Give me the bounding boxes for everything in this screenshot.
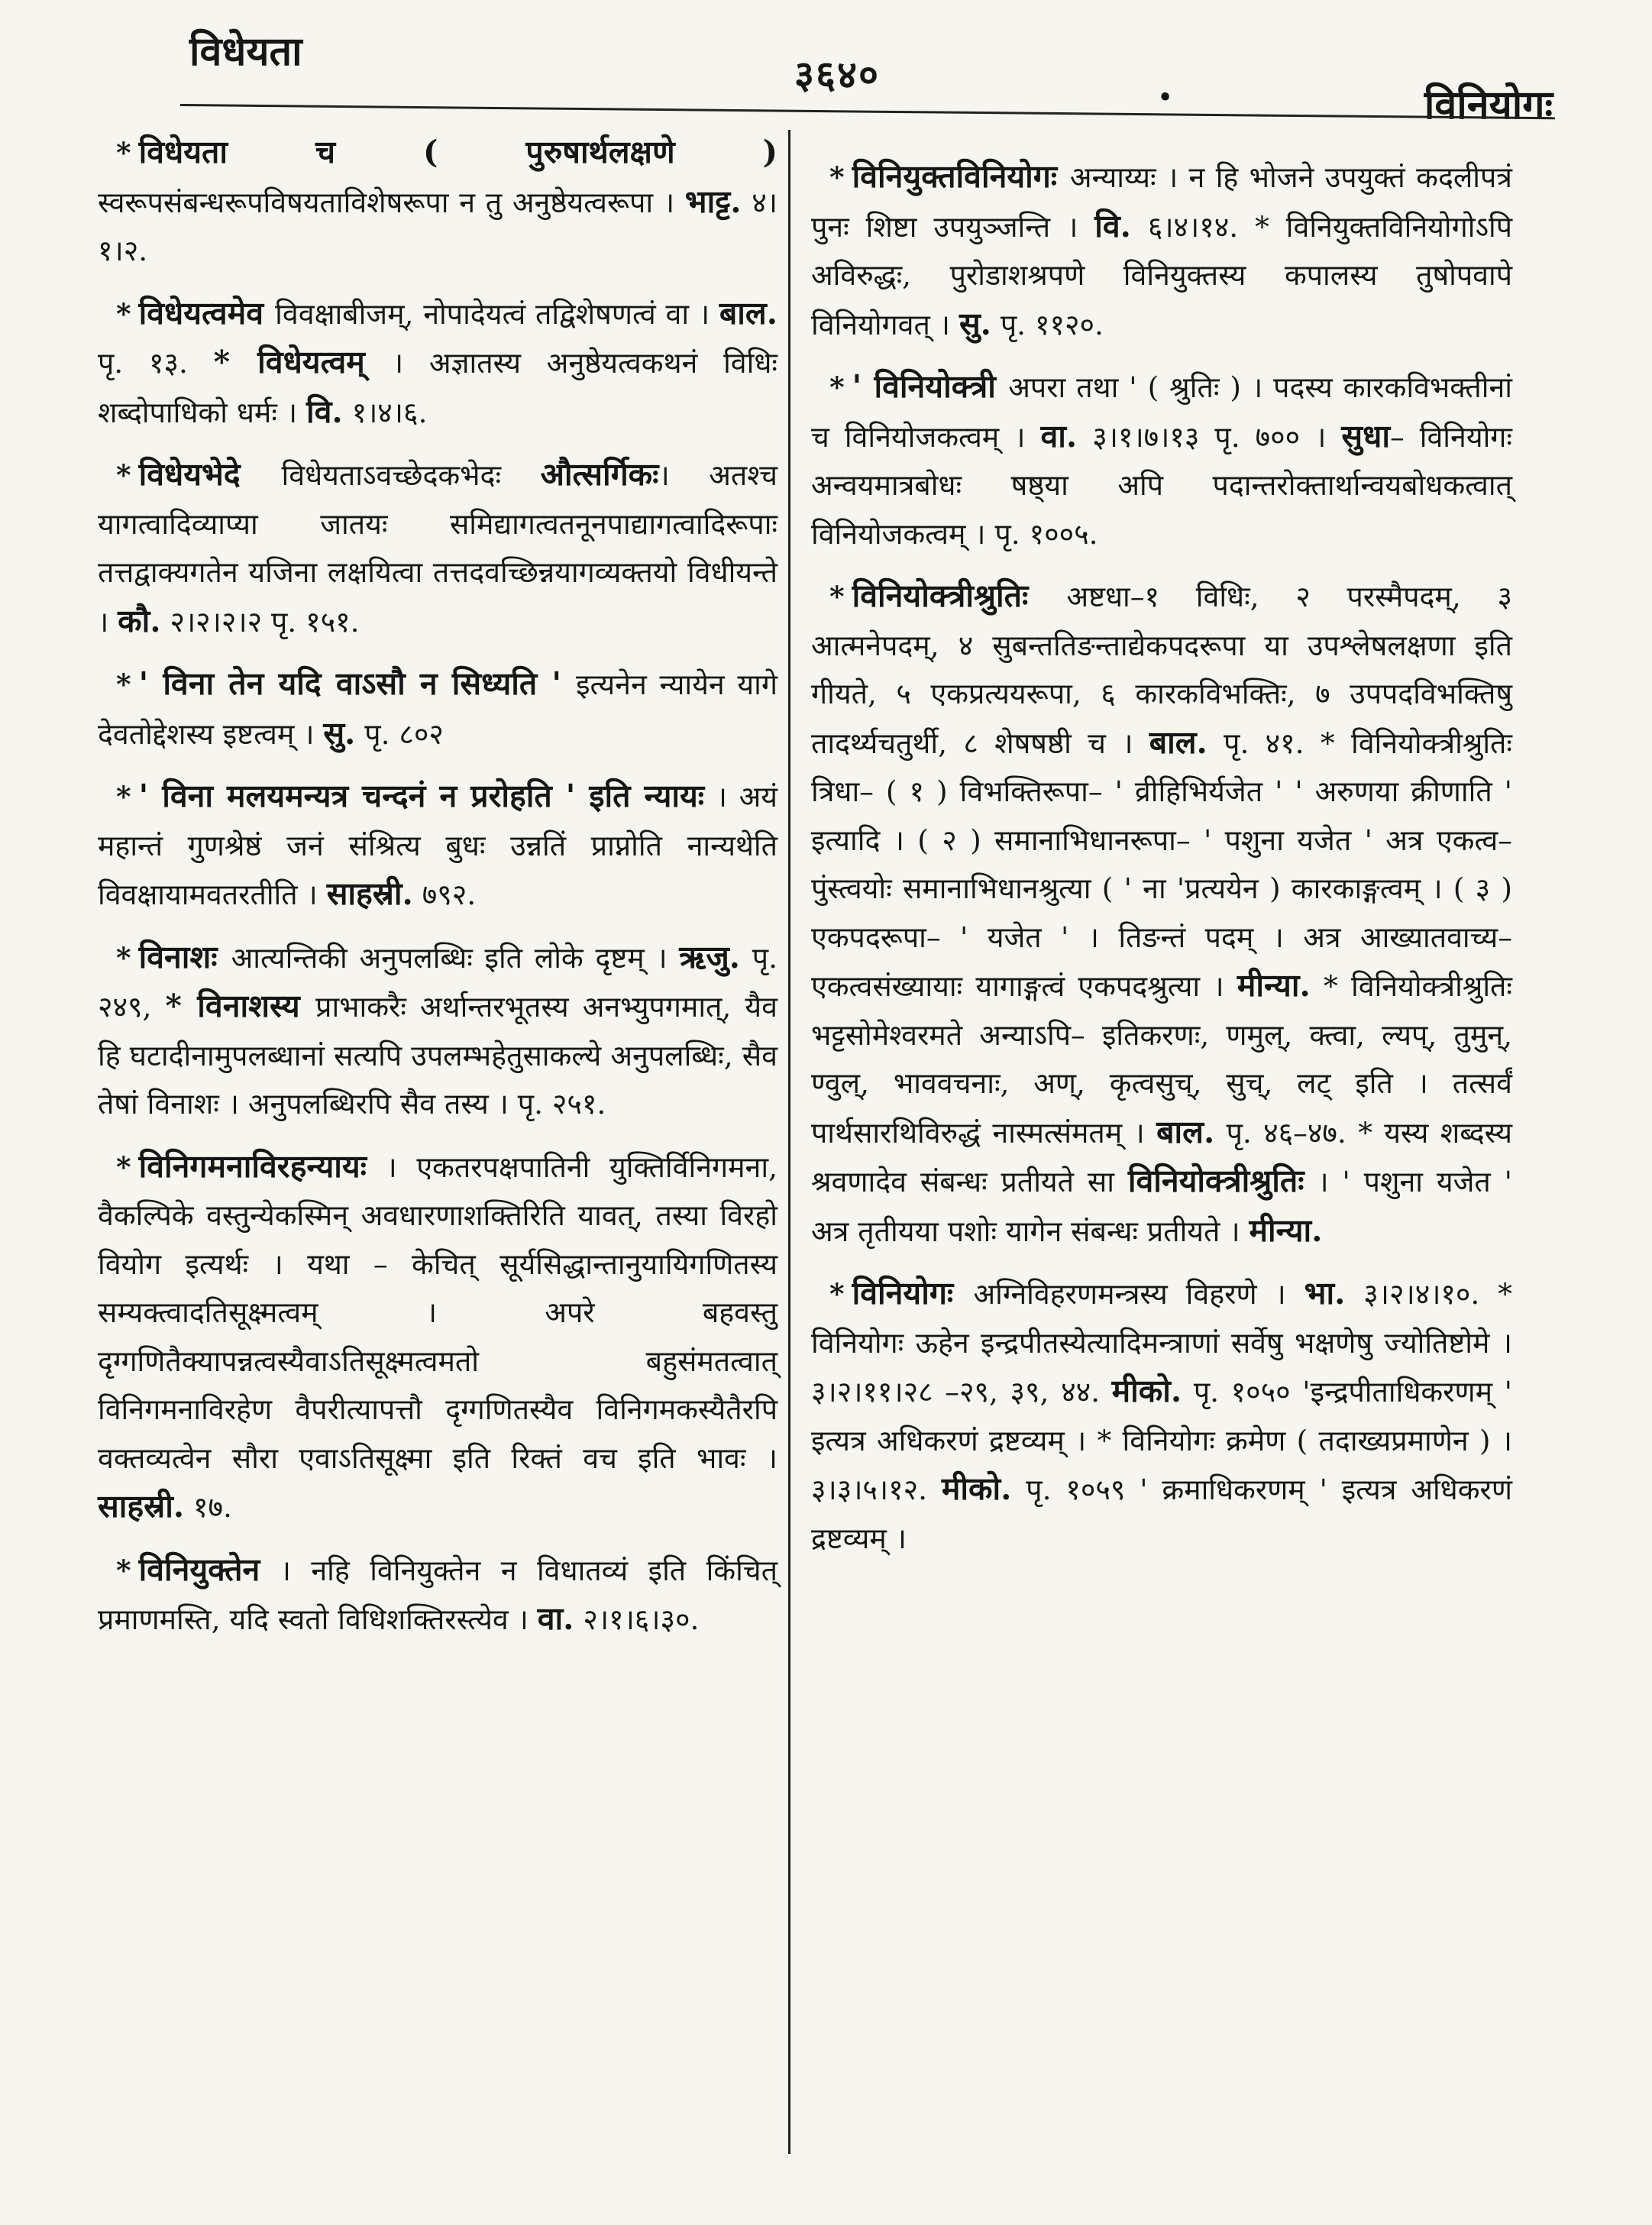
entry-text: स्वरूपसंबन्धरूपविषयताविशेषरूपा न तु अनुष्ठेयत्वरूपा । (98, 185, 685, 219)
entry-headword: भा. (1304, 1275, 1346, 1311)
entry-text: विवक्षाबीजम्, नोपादेयत्वं तद्विशेषणत्वं वा । (275, 296, 719, 331)
entry-headword: वि. (1094, 207, 1131, 244)
dictionary-entry (98, 451, 778, 646)
entry-bullet: * (116, 296, 131, 331)
entry-text: १।४।६. (342, 395, 428, 429)
entry-headword: वि. (306, 393, 343, 430)
entry-text: पृ. १०५९ ' क्रमाधिकरणम् ' इत्यत्र अधिकरणं द्रष्टव्यम् । (811, 1473, 1512, 1555)
entry-text: २।१।६।३०. (574, 1602, 700, 1636)
entry-bullet: * (116, 940, 131, 975)
entry-headword: साहस्री. (98, 1488, 185, 1525)
entry-text: * विनियोक्त्रीश्रुतिः त्रिधा– ( १ ) विभक्तिरूपा– ' व्रीहिभिर्यजेत ' ' अरुणया क्रीणाति ' इत्यादि । ( २ ) समानाभिधानरूपा– ' पशुना यजेत ' अत्र एकत्व–पुंस्त्वयोः समानाभिधानश्रुत्या ( ' ना 'प्रत्ययेन ) कारकाङ्गत्वम् । ( ३ ) एकपदरूपा– ' यजेत ' । तिङन्तं पदम् । अत्र आख्यातवाच्य–एकत्वसंख्यायाः यागाङ्गत्वं एकपदश्रुत्या । (811, 726, 1512, 1003)
entry-bullet: * (116, 458, 131, 492)
column-divider (788, 130, 790, 2154)
entry-headword: विनियोक्त्रीश्रुतिः (1127, 1163, 1304, 1199)
entry-headword: बाल. (1149, 723, 1207, 761)
entry-text: अपरा तथा ' ( श्रुतिः ) । पदस्य कारकविभक्तीनां च विनियोजकत्वम् । (811, 370, 1512, 454)
entry-text: पृ. १०५० 'इन्द्रपीताधिकरणम् ' इत्यत्र अधिकरणं द्रष्टव्यम् । (811, 1375, 1512, 1457)
entry-headword: सु. (323, 714, 356, 752)
entry-bullet: * (829, 580, 845, 613)
entry-text (1311, 969, 1324, 1003)
entry-text: २।२।२।२ पृ. १५१. (160, 604, 360, 639)
entry-headword: मीन्या. (1249, 1211, 1323, 1249)
header-rule (180, 104, 1555, 119)
entry-text: आत्यन्तिकी अनुपलब्धिः इति लोके दृष्टम् । (231, 940, 680, 975)
entry-headword: विधेयत्वमेव (138, 294, 276, 331)
entry-text: । अतश्च यागत्वादिव्याप्या जातयः समिद्यागत्वतनूनपाद्यागत्वादिरूपाः तत्तद्वाक्यगतेन यजिना लक्षयित्वा तत्तदवच्छिन्नयागव्यक्तयो विधीयन्ते । (98, 458, 778, 639)
entry-headword: सुधा (1341, 417, 1390, 454)
entry-headword: * विधेयत्वम् (213, 344, 393, 380)
entry-text: ३।२।४।१०. (1345, 1277, 1498, 1311)
entry-headword: बाल. (1156, 1113, 1215, 1150)
entry-headword: * विनाशस्य (165, 988, 316, 1024)
entry-bullet: * (829, 370, 845, 404)
right-column (811, 153, 1512, 1577)
entry-text: । अयं महान्तं गुणश्रेष्ठं जनं संश्रित्य बुधः उन्नतिं प्राप्नोति नान्यथेति विवक्षायामवतरतीति । (98, 780, 778, 911)
entry-text: * विनियोगः ऊहेन इन्द्रपीतस्येत्यादिमन्त्राणां सर्वेषु भक्षणेषु ज्योतिष्टोमे । ३।२।११।२८ –२९, ३९, ४४. (811, 1277, 1513, 1408)
entry-text: १७. (184, 1490, 232, 1524)
entry-text: ६।४।१४. (1130, 209, 1256, 244)
entry-text: । ' पशुना यजेत ' अत्र तृतीयया पशोः यागेन संबन्धः प्रतीयते । (811, 1165, 1512, 1248)
entry-text: पृ. ४६–४७. (1214, 1115, 1359, 1150)
entry-text: अष्टधा–१ विधिः, २ परस्मैपदम्, ३ आत्मनेपदम्, ४ सुबन्ततिङन्ताद्येकपदरूपा या उपश्लेषलक्षणा इति गीयते, ५ एकप्रत्ययरूपा, ६ कारकविभक्तिः, ७ उपपदविभक्तिषु तादर्थ्यचतुर्थी, ८ शेषषष्ठी च । (811, 580, 1513, 760)
entry-text: * विनियोगः क्रमेण ( तदाख्यप्रमाणेन ) । ३।३।५।१२. (811, 1423, 1513, 1506)
entry-headword: विनाशः (138, 938, 231, 975)
entry-text: * यस्य शब्दस्य श्रवणादेव संबन्धः प्रतीयते सा (811, 1115, 1512, 1198)
running-head-right: विनियोगः (1424, 82, 1553, 128)
entry-headword: ' विना तेन यदि वाऽसौ न सिध्यति ' (138, 665, 577, 702)
entry-bullet: * (116, 1150, 131, 1184)
entry-bullet: * (116, 1553, 131, 1587)
dictionary-entry (811, 153, 1512, 349)
entry-headword: विधेयता च ( पुरुषार्थलक्षणे ) (138, 134, 778, 170)
entry-headword: विनियुक्तेन (138, 1551, 260, 1588)
dictionary-entry (98, 1143, 778, 1532)
entry-text: पृ. ११२०. (991, 307, 1104, 341)
entry-headword: कौ. (118, 602, 161, 639)
entry-text: ३।१।७।१३ पृ. ७०० । (1077, 419, 1342, 454)
entry-text: पृ. २४९, (98, 940, 778, 1024)
entry-text: * विनियुक्तविनियोगोऽपि अविरुद्धः, पुरोडाशश्रपणे विनियुक्तस्य कपालस्य तुषोपवापे विनियोगवत् । (811, 209, 1512, 341)
entry-headword: औत्सर्गिकः (540, 456, 659, 493)
entry-headword: ' विनियोक्त्री (852, 368, 1009, 405)
entry-bullet: * (829, 1277, 845, 1311)
entry-text: । एकतरपक्षपातिनी युक्तिर्विनिगमना, वैकल्पिके वस्तुन्येकस्मिन् अवधारणाशक्तिरिति यावत्, तस्या विरहो वियोग इत्यर्थः । यथा – केचित् सूर्यसिद्धान्तानुयायिगणितस्य सम्यक्त्वादतिसूक्ष्मत्वम् । अपरे बहवस्तु दृग्गणितैक्यापन्नत्वस्यैवाऽतिसूक्ष्मत्वमतो बहुसंमतत्वात् विनिगमनाविरहेण वैपरीत्यापत्तौ दृग्गणितस्यैव विनिगमकस्यैतैरपि वक्तव्यत्वेन सौरा एवाऽतिसूक्ष्मा इति रिक्तं वच इति भावः । (98, 1150, 778, 1475)
entry-headword: वा. (1040, 417, 1078, 454)
dictionary-entry (811, 363, 1512, 558)
entry-headword: साहस्री. (326, 875, 413, 912)
entry-headword: विनियुक्तविनियोगः (852, 158, 1070, 195)
entry-text: अन्याय्यः । न हि भोजने उपयुक्तं कदलीपत्रं पुनः शिष्टा उपयुञ्जन्ति । (811, 160, 1513, 244)
dictionary-entry (98, 772, 778, 920)
entry-headword: बाल. (719, 294, 778, 331)
entry-headword: सु. (959, 305, 991, 342)
entry-headword: विधेयभेदे (138, 456, 282, 493)
entry-headword: ऋजु. (679, 938, 741, 975)
entry-bullet: * (829, 160, 845, 194)
dictionary-entry (811, 1269, 1512, 1563)
entry-text: पृ. ८०२ (355, 716, 444, 751)
header-dot: • (1157, 82, 1174, 114)
entry-headword: भाट्ट. (684, 183, 742, 220)
entry-text: । नहि विनियुक्तेन न विधातव्यं इति किंचित् प्रमाणमस्ति, यदि स्वतो विधिशक्तिरस्त्येव । (98, 1553, 778, 1636)
entry-text: प्राभाकरैः अर्थान्तरभूतस्य अनभ्युपगमात्, यैव हि घटादीनामुपलब्धानां सत्यपि उपलम्भहेतुसाकल्ये अनुपलब्धिः, सैव तेषां विनाशः । अनुपलब्धिरपि सैव तस्य । पृ. २५१. (98, 990, 778, 1121)
dictionary-entry (98, 128, 778, 276)
dictionary-entry (98, 1546, 778, 1644)
entry-text: अग्निविहरणमन्त्रस्य विहरणे । (973, 1277, 1304, 1311)
left-column (98, 128, 778, 1658)
entry-bullet: * (116, 668, 131, 701)
entry-headword: मीको. (1111, 1373, 1182, 1409)
entry-headword: विनिगमनाविरहन्यायः (138, 1147, 367, 1185)
entry-text: ४।१।२. (98, 185, 778, 267)
page-number: ३६४० (794, 52, 880, 97)
dictionary-entry (811, 572, 1512, 1256)
dictionary-entry (98, 289, 778, 438)
entry-bullet: * (116, 780, 131, 813)
entry-text: पृ. १३. (98, 346, 214, 380)
entry-text: इत्यनेन न्यायेन यागे देवतोद्देशस्य इष्टत्वम् । (98, 668, 778, 751)
entry-text: ७९२. (412, 878, 477, 911)
entry-headword: ' विना मलयमन्यत्र चन्दनं न प्ररोहति ' इति न्यायः (138, 778, 705, 814)
entry-bullet: * (116, 136, 131, 170)
entry-text: पृ. ४१. (1207, 726, 1321, 760)
running-head-left: विधेयता (189, 28, 302, 75)
entry-text: । अज्ञातस्य अनुष्ठेयत्वकथनं विधिः शब्दोपाधिको धर्मः । (98, 346, 778, 429)
entry-text: – विनियोगः अन्वयमात्रबोधः षष्ठ्या अपि पदान्तरोक्तार्थान्वयबोधकत्वात् विनियोजकत्वम् । पृ. १००५. (811, 419, 1512, 551)
entry-text: विधेयताऽवच्छेदकभेदः (281, 458, 541, 492)
entry-headword: विनियोक्त्रीश्रुतिः (852, 577, 1067, 614)
entry-headword: मीन्या. (1237, 967, 1311, 1004)
entry-headword: विनियोगः (852, 1275, 974, 1311)
entry-text: * विनियोक्त्रीश्रुतिः भट्टसोमेश्वरमते अन्याऽपि– इतिकरणः, णमुल्, क्त्वा, ल्यप्, तुमुन्, ण्वुल्, भाववचनाः, अण्, कृत्वसुच्, सुच्, लट् इति । तत्सर्वं पार्थसारथिविरुद्धं नास्मत्संमतम् । (811, 969, 1513, 1150)
entry-headword: वा. (537, 1600, 574, 1637)
dictionary-entry (98, 933, 778, 1129)
dictionary-entry (98, 660, 778, 758)
entry-headword: मीको. (941, 1470, 1012, 1507)
